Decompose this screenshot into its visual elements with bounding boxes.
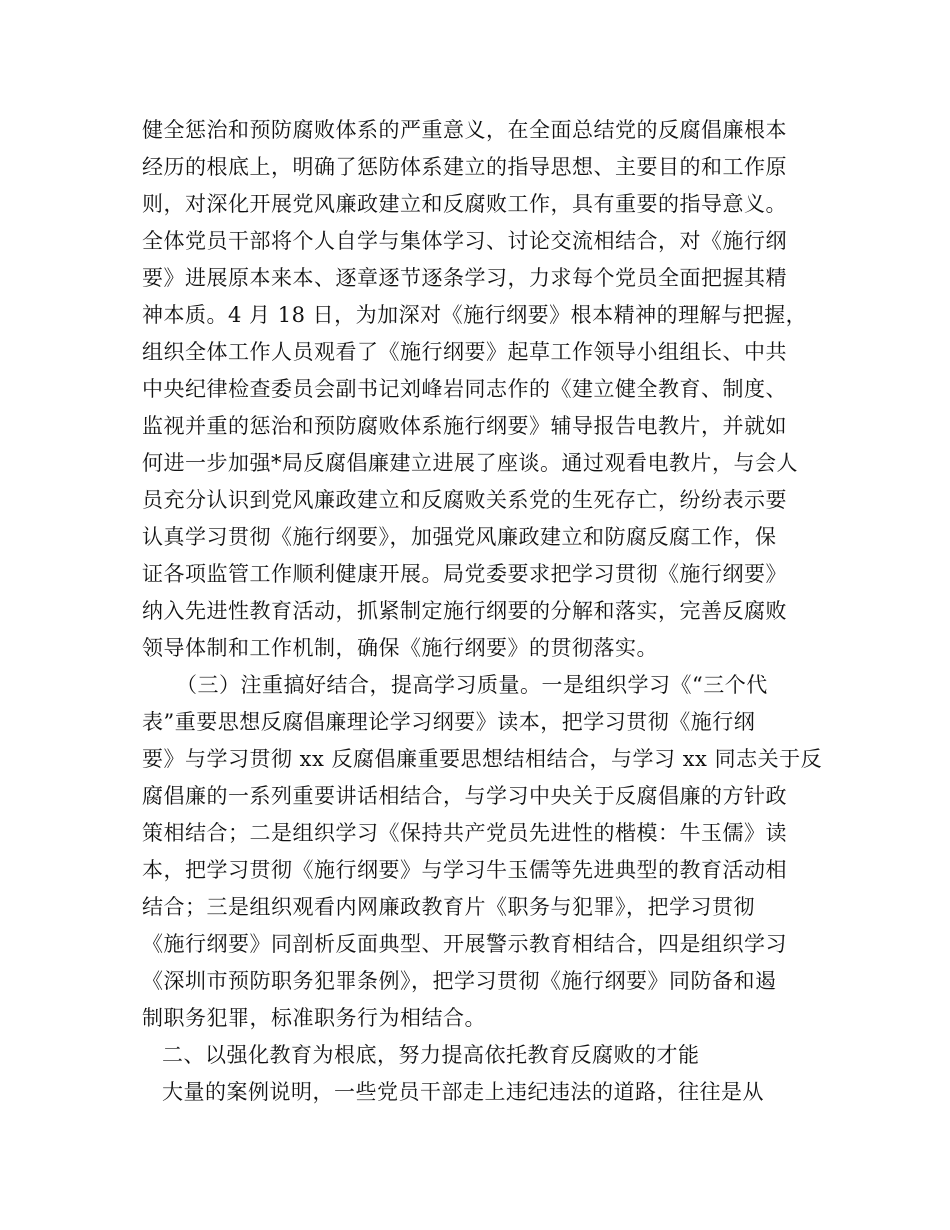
- section-heading-line: （三）注重搞好结合，提高学习质量。一是组织学习《“三个代: [176, 673, 768, 697]
- text-line: 结合；三是组织观看内网廉政教育片《职务与犯罪》，把学习贯彻: [142, 895, 755, 919]
- text-line: 何进一步加强*局反腐倡廉建立进展了座谈。通过观看电教片，与会人: [142, 451, 798, 475]
- text-line: 全体党员干部将个人自学与集体学习、讨论交流相结合，对《施行纲: [142, 229, 787, 253]
- text-line: 健全惩治和预防腐败体系的严重意义，在全面总结党的反腐倡廉根本: [142, 118, 787, 142]
- text-line: 大量的案例说明，一些党员干部走上违纪违法的道路，往往是从: [162, 1080, 764, 1104]
- text-line: 《施行纲要》同剖析反面典型、开展警示教育相结合，四是组织学习: [142, 932, 787, 956]
- text-line: 本，把学习贯彻《施行纲要》与学习牛玉儒等先进典型的教育活动相: [142, 858, 787, 882]
- text-line: 领导体制和工作机制，确保《施行纲要》的贯彻落实。: [142, 636, 658, 660]
- text-line: 认真学习贯彻《施行纲要》，加强党风廉政建立和防腐反腐工作，保: [142, 525, 777, 549]
- text-line: 组织全体工作人员观看了《施行纲要》起草工作领导小组组长、中共: [142, 340, 787, 364]
- text-line: 表”重要思想反腐倡廉理论学习纲要》读本，把学习贯彻《施行纲: [142, 710, 756, 734]
- section-heading: 二、以强化教育为根底，努力提高依托教育反腐败的才能: [162, 1043, 700, 1067]
- text-line: 腐倡廉的一系列重要讲话相结合，与学习中央关于反腐倡廉的方针政: [142, 784, 787, 808]
- text-line: 经历的根底上，明确了惩防体系建立的指导思想、主要目的和工作原: [142, 155, 787, 179]
- text-line: 则，对深化开展党风廉政建立和反腐败工作，具有重要的指导意义。: [142, 192, 787, 216]
- text-line: 要》进展原本来本、逐章逐节逐条学习，力求每个党员全面把握其精: [142, 266, 787, 290]
- text-line: 要》与学习贯彻 xx 反腐倡廉重要思想结相结合，与学习 xx 同志关于反: [142, 747, 823, 771]
- text-line: 纳入先进性教育活动，抓紧制定施行纲要的分解和落实，完善反腐败: [142, 599, 787, 623]
- text-line: 中央纪律检查委员会副书记刘峰岩同志作的《建立健全教育、制度、: [142, 377, 787, 401]
- text-line: 证各项监管工作顺利健康开展。局党委要求把学习贯彻《施行纲要》: [142, 562, 787, 586]
- text-line: 《深圳市预防职务犯罪条例》，把学习贯彻《施行纲要》同防备和遏: [142, 969, 777, 993]
- text-line: 制职务犯罪，标准职务行为相结合。: [142, 1006, 486, 1030]
- text-line: 神本质。4 月 18 日，为加深对《施行纲要》根本精神的理解与把握，: [142, 303, 808, 327]
- text-line: 监视并重的惩治和预防腐败体系施行纲要》辅导报告电教片，并就如: [142, 414, 787, 438]
- text-line: 员充分认识到党风廉政建立和反腐败关系党的生死存亡，纷纷表示要: [142, 488, 787, 512]
- text-line: 策相结合；二是组织学习《保持共产党员先进性的楷模：牛玉儒》读: [142, 821, 787, 845]
